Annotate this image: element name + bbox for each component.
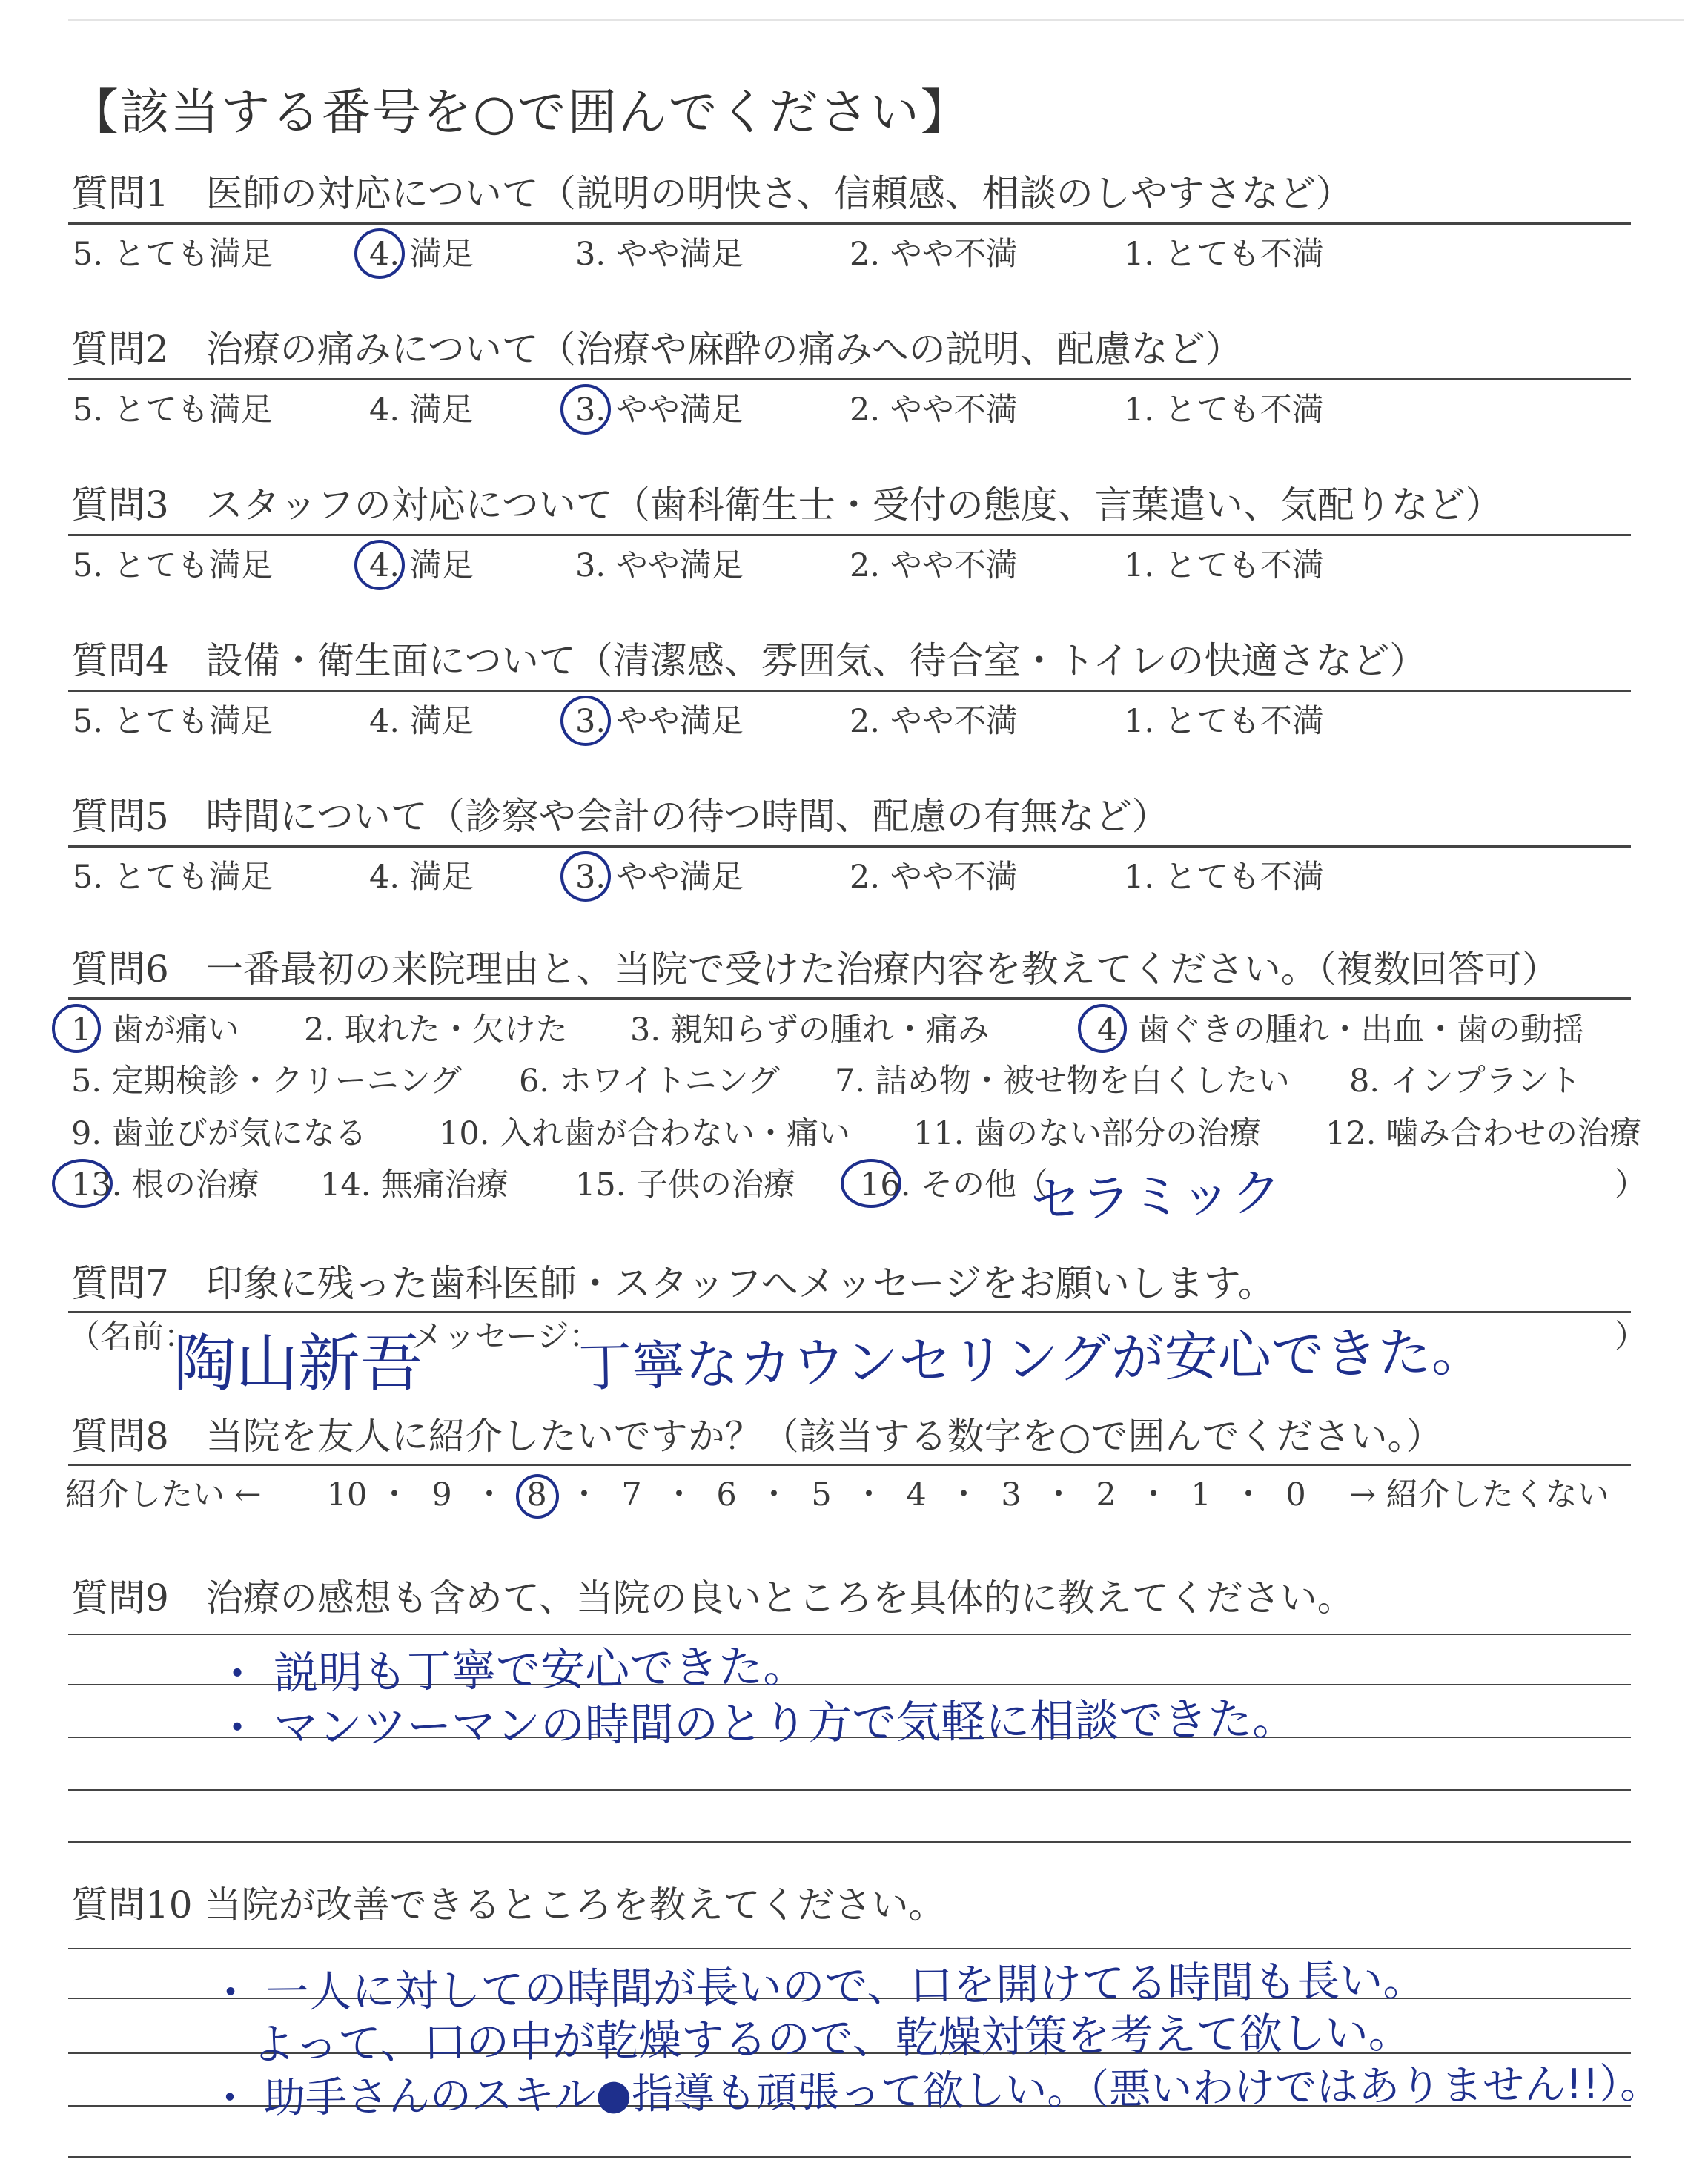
q6-rule [68, 997, 1631, 1000]
q6-option-9[interactable]: 9. 歯並びが気になる [71, 1115, 367, 1152]
q8-scale-separator: ・ [378, 1476, 411, 1513]
q8-scale-separator: ・ [947, 1476, 980, 1513]
q8-scale-separator: ・ [568, 1476, 600, 1513]
q4-option-4[interactable]: 4. 満足 [369, 703, 474, 740]
q1-option-1[interactable]: 1. とても不満 [1124, 236, 1324, 273]
q7-message-handwritten: 丁寧なカウンセリングが安心できた。 [577, 1320, 1486, 1398]
q6-selected-circle-1 [52, 1004, 101, 1053]
q9-answer-2: ・ マンツーマンの時間のとり方で気軽に相談できた。 [214, 1693, 1297, 1755]
q6-option-1[interactable]: 1. 歯が痛い [71, 1011, 239, 1048]
q3-option-5[interactable]: 5. とても満足 [73, 547, 273, 584]
q6-other-close-paren: ） [1615, 1166, 1646, 1203]
q6-option-8[interactable]: 8. インプラント [1349, 1063, 1581, 1100]
q9-line-5 [68, 1841, 1631, 1843]
q7-title: 質問7 印象に残った歯科医師・スタッフへメッセージをお願いします。 [71, 1262, 1275, 1305]
q6-option-15[interactable]: 15. 子供の治療 [575, 1166, 796, 1203]
q10-line-5 [68, 2156, 1631, 2158]
q8-scale-separator: ・ [663, 1476, 695, 1513]
q6-selected-circle-16 [841, 1159, 901, 1208]
q7-name-handwritten: 陶山新吾 [173, 1327, 423, 1400]
q9-line-4 [68, 1789, 1631, 1791]
q9-line-1 [68, 1634, 1631, 1635]
q3-option-1[interactable]: 1. とても不満 [1124, 547, 1324, 584]
q8-scale-5[interactable]: 5 [811, 1476, 832, 1513]
q2-option-4[interactable]: 4. 満足 [369, 392, 474, 429]
q6-option-14[interactable]: 14. 無痛治療 [320, 1166, 509, 1203]
q8-scale-0[interactable]: 0 [1285, 1476, 1306, 1513]
q2-option-3[interactable]: 3. やや満足 [575, 392, 744, 429]
q1-title: 質問1 医師の対応について（説明の明快さ、信頼感、相談のしやすさなど） [71, 172, 1353, 215]
q1-selected-circle [354, 228, 405, 279]
q7-message-label: メッセージ： [411, 1318, 601, 1355]
q8-scale-7[interactable]: 7 [621, 1476, 642, 1513]
q4-option-2[interactable]: 2. やや不満 [850, 703, 1018, 740]
q9-title: 質問9 治療の感想も含めて、当院の良いところを具体的に教えてください。 [71, 1576, 1354, 1619]
q2-selected-circle [560, 384, 611, 435]
q5-option-3[interactable]: 3. やや満足 [575, 859, 744, 896]
q5-selected-circle [560, 851, 611, 902]
q8-scale-4[interactable]: 4 [906, 1476, 927, 1513]
q5-option-1[interactable]: 1. とても不満 [1124, 859, 1324, 896]
q5-option-4[interactable]: 4. 満足 [369, 859, 474, 896]
q3-selected-circle [354, 540, 405, 590]
q8-scale-8[interactable]: 8 [526, 1476, 547, 1513]
q8-scale-6[interactable]: 6 [716, 1476, 737, 1513]
q8-right-label: → 紹介したくない [1349, 1476, 1609, 1513]
q8-scale-1[interactable]: 1 [1191, 1476, 1211, 1513]
q2-option-1[interactable]: 1. とても不満 [1124, 392, 1324, 429]
q8-scale-separator: ・ [758, 1476, 790, 1513]
q6-option-7[interactable]: 7. 詰め物・被せ物を白くしたい [835, 1063, 1290, 1100]
q2-option-5[interactable]: 5. とても満足 [73, 392, 273, 429]
q4-option-3[interactable]: 3. やや満足 [575, 703, 744, 740]
q10-answer-3: ・ 助手さんのスキル●指導も頑張って欲しい。（悪いわけではありません!!）。 [208, 2059, 1662, 2124]
q2-title: 質問2 治療の痛みについて（治療や麻酔の痛みへの説明、配慮など） [71, 328, 1242, 371]
q2-option-2[interactable]: 2. やや不満 [850, 392, 1018, 429]
q8-scale-10[interactable]: 10 [326, 1476, 368, 1513]
q8-scale-separator: ・ [853, 1476, 885, 1513]
q6-option-6[interactable]: 6. ホワイトニング [519, 1063, 780, 1100]
q4-selected-circle [560, 696, 611, 746]
q8-scale-separator: ・ [473, 1476, 506, 1513]
q6-option-10[interactable]: 10. 入れ歯が合わない・痛い [439, 1115, 851, 1152]
q4-option-5[interactable]: 5. とても満足 [73, 703, 273, 740]
q1-option-5[interactable]: 5. とても満足 [73, 236, 273, 273]
q6-selected-circle-13 [52, 1159, 113, 1208]
q6-option-4[interactable]: 4. 歯ぐきの腫れ・出血・歯の動揺 [1097, 1011, 1584, 1048]
scan-top-edge [68, 19, 1684, 21]
q9-answer-1: ・ 説明も丁寧で安心できた。 [214, 1640, 808, 1701]
q3-option-2[interactable]: 2. やや不満 [850, 547, 1018, 584]
page-title: 【該当する番号を○で囲んでください】 [70, 84, 971, 141]
q10-answer-2: よって、口の中が乾燥するので、乾燥対策を考えて欲しい。 [251, 2007, 1412, 2070]
q8-scale-2[interactable]: 2 [1096, 1476, 1116, 1513]
q8-title: 質問8 当院を友人に紹介したいですか？（該当する数字を○で囲んでください。） [71, 1415, 1443, 1458]
q6-option-13[interactable]: 13. 根の治療 [71, 1166, 260, 1203]
q8-rule [68, 1464, 1631, 1466]
q6-option-16[interactable]: 16. その他（ [860, 1166, 1049, 1203]
q4-option-1[interactable]: 1. とても不満 [1124, 703, 1324, 740]
q8-scale-separator: ・ [1042, 1476, 1075, 1513]
q3-title: 質問3 スタッフの対応について（歯科衛生士・受付の態度、言葉遣い、気配りなど） [71, 483, 1503, 526]
q8-scale-separator: ・ [1232, 1476, 1265, 1513]
q3-option-3[interactable]: 3. やや満足 [575, 547, 744, 584]
q1-option-3[interactable]: 3. やや満足 [575, 236, 744, 273]
q2-rule [68, 378, 1631, 380]
q1-option-4[interactable]: 4. 満足 [369, 236, 474, 273]
q7-name-label: （名前： [68, 1318, 196, 1355]
q7-close-paren: ） [1615, 1318, 1646, 1355]
q4-rule [68, 690, 1631, 692]
q8-scale-3[interactable]: 3 [1001, 1476, 1022, 1513]
q1-option-2[interactable]: 2. やや不満 [850, 236, 1018, 273]
q6-selected-circle-4 [1078, 1004, 1127, 1053]
q8-selected-circle [516, 1474, 559, 1519]
q4-title: 質問4 設備・衛生面について（清潔感、雰囲気、待合室・トイレの快適さなど） [71, 639, 1427, 682]
q5-option-2[interactable]: 2. やや不満 [850, 859, 1018, 896]
q6-option-3[interactable]: 3. 親知らずの腫れ・痛み [630, 1011, 990, 1048]
q6-option-5[interactable]: 5. 定期検診・クリーニング [71, 1063, 462, 1100]
q10-answer-1: ・ 一人に対しての時間が長いので、口を開けてる時間も長い。 [208, 1955, 1426, 2018]
q1-rule [68, 222, 1631, 225]
q6-option-2[interactable]: 2. 取れた・欠けた [304, 1011, 568, 1048]
q6-title: 質問6 一番最初の来院理由と、当院で受けた治療内容を教えてください。（複数回答可） [71, 948, 1559, 991]
q6-option-12[interactable]: 12. 噛み合わせの治療 [1325, 1115, 1642, 1152]
q10-title: 質問10 当院が改善できるところを教えてください。 [71, 1883, 946, 1926]
q8-scale-9[interactable]: 9 [431, 1476, 452, 1513]
q5-title: 質問5 時間について（診察や会計の待つ時間、配慮の有無など） [71, 795, 1169, 838]
q3-option-4[interactable]: 4. 満足 [369, 547, 474, 584]
q3-rule [68, 534, 1631, 536]
q5-option-5[interactable]: 5. とても満足 [73, 859, 273, 896]
q8-left-label: 紹介したい ← [65, 1476, 262, 1513]
q5-rule [68, 845, 1631, 848]
q6-option-11[interactable]: 11. 歯のない部分の治療 [913, 1115, 1262, 1152]
q8-scale-separator: ・ [1137, 1476, 1170, 1513]
q6-other-handwritten: セラミック [1029, 1163, 1283, 1231]
